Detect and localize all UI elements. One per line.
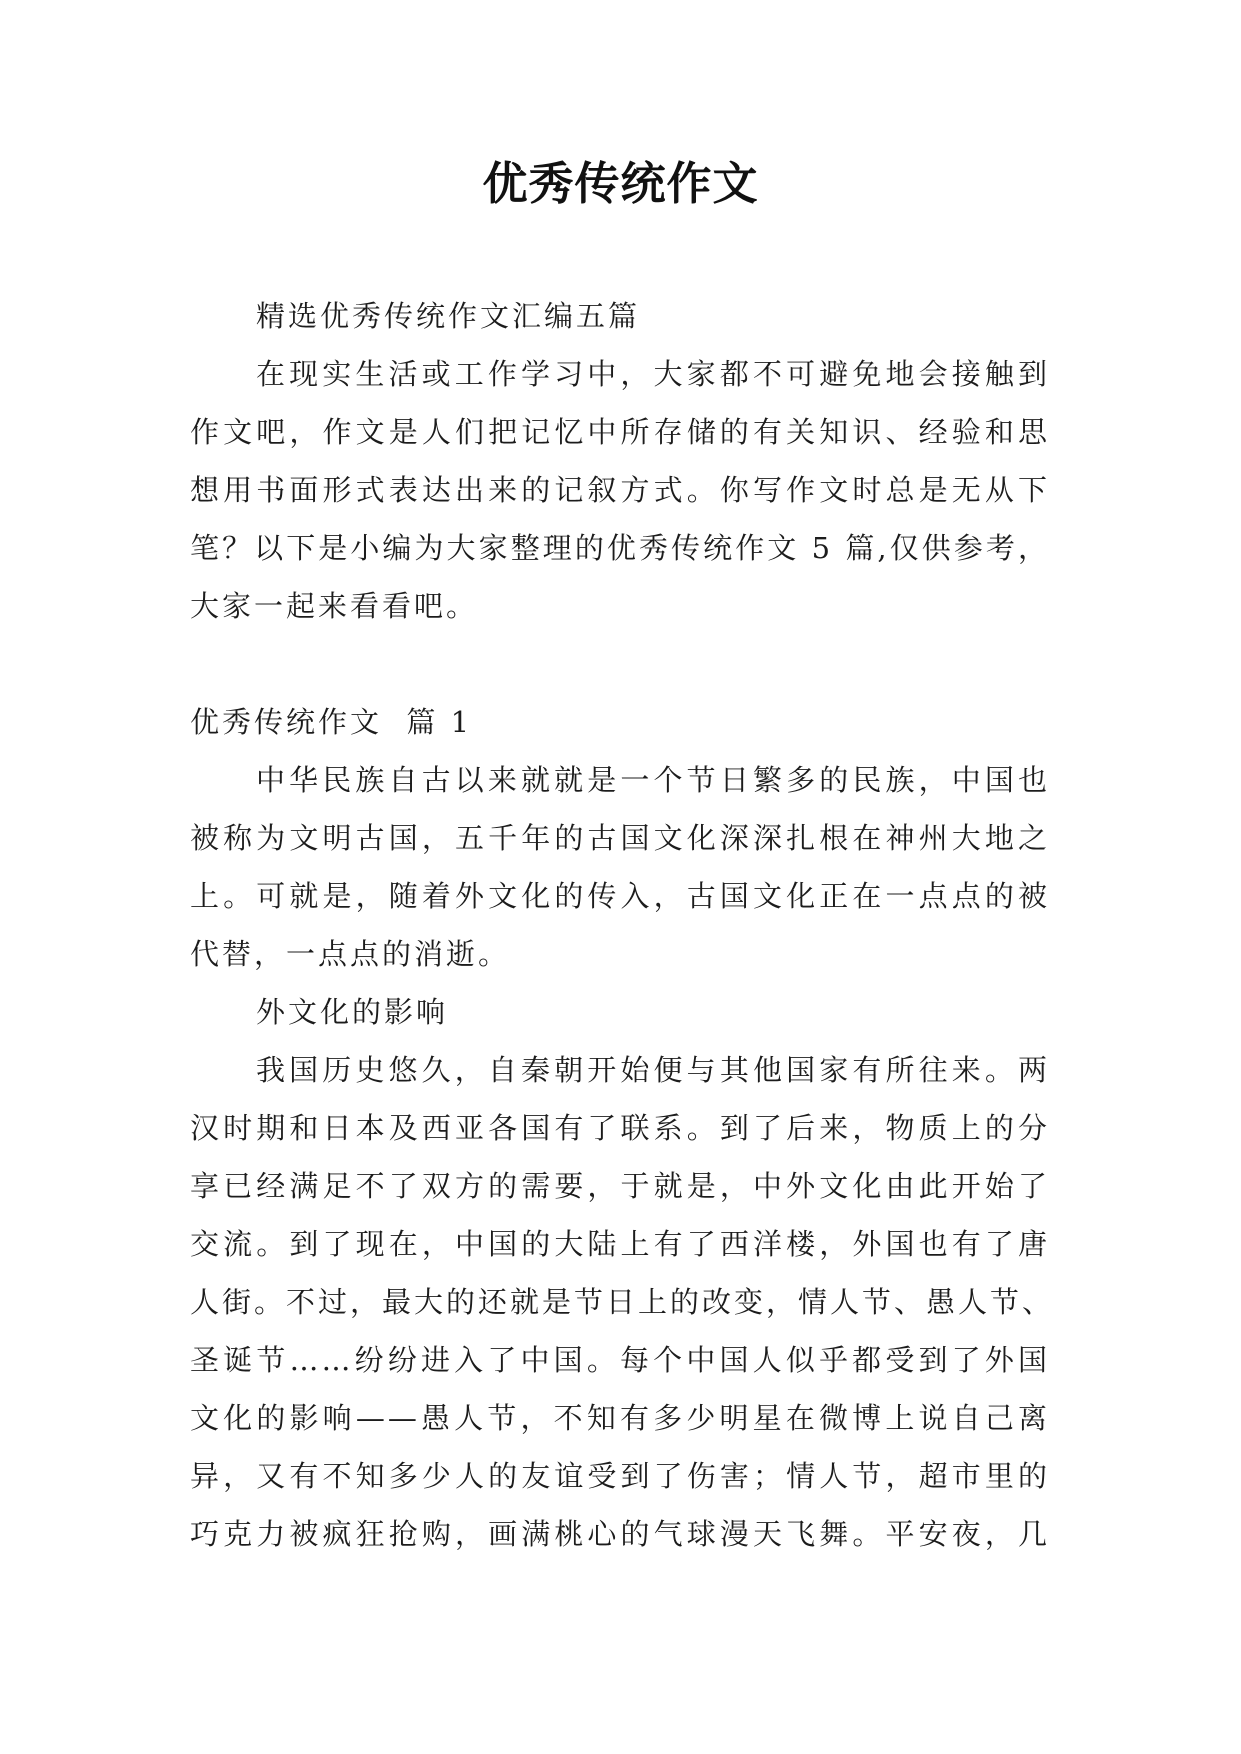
- essay-paragraph: [190, 1041, 1055, 1563]
- paragraph-line: 笔？以下是小编为大家整理的优秀传统作文 5 篇,仅供参考，: [190, 531, 1050, 565]
- essay-heading: 优秀传统作文 篇 1: [190, 705, 473, 739]
- essay-subheading: 外文化的影响: [256, 995, 449, 1029]
- intro-subtitle: 精选优秀传统作文汇编五篇: [256, 299, 641, 333]
- paragraph-line: 汉时期和日本及西亚各国有了联系。到了后来，物质上的分: [190, 1111, 1050, 1145]
- paragraph-line: 巧克力被疯狂抢购，画满桃心的气球漫天飞舞。平安夜，几: [190, 1517, 1050, 1551]
- paragraph-line: 被称为文明古国，五千年的古国文化深深扎根在神州大地之: [190, 821, 1050, 855]
- page-title: 优秀传统作文: [482, 157, 759, 210]
- essay-paragraph: [190, 751, 1050, 983]
- paragraph-line: 作文吧，作文是人们把记忆中所存储的有关知识、经验和思: [190, 415, 1050, 449]
- intro-paragraph: [190, 345, 1050, 635]
- paragraph-line: 我国历史悠久，自秦朝开始便与其他国家有所往来。两: [256, 1053, 1050, 1087]
- paragraph-line: 交流。到了现在，中国的大陆上有了西洋楼，外国也有了唐: [190, 1227, 1050, 1261]
- paragraph-line: 在现实生活或工作学习中，大家都不可避免地会接触到: [256, 357, 1050, 391]
- paragraph-line: 中华民族自古以来就就是一个节日繁多的民族，中国也: [256, 763, 1050, 797]
- paragraph-line: 圣诞节……纷纷进入了中国。每个中国人似乎都受到了外国: [190, 1343, 1050, 1377]
- paragraph-line: 上。可就是，随着外文化的传入，古国文化正在一点点的被: [190, 879, 1050, 913]
- blank-line: [190, 635, 1050, 693]
- document-body: [190, 287, 1055, 1563]
- paragraph-line: 大家一起来看看吧。: [190, 589, 479, 623]
- paragraph-line: 异，又有不知多少人的友谊受到了伤害；情人节，超市里的: [190, 1459, 1050, 1493]
- paragraph-line: 想用书面形式表达出来的记叙方式。你写作文时总是无从下: [190, 473, 1050, 507]
- paragraph-line: 文化的影响——愚人节，不知有多少明星在微博上说自己离: [190, 1401, 1050, 1435]
- paragraph-line: 代替，一点点的消逝。: [190, 937, 511, 971]
- paragraph-line: 享已经满足不了双方的需要，于就是，中外文化由此开始了: [190, 1169, 1050, 1203]
- paragraph-line: 人街。不过，最大的还就是节日上的改变，情人节、愚人节、: [190, 1285, 1055, 1319]
